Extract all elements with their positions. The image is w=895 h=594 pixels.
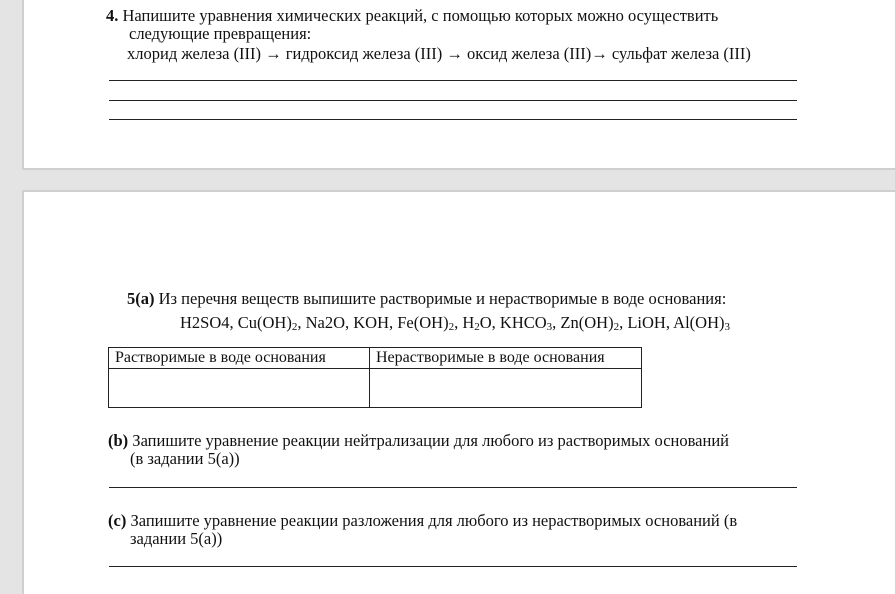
task-5a-label: 5(a): [127, 289, 155, 308]
formula-subscript: 2: [291, 321, 298, 333]
formula-text: , Zn(OH): [552, 313, 614, 332]
task-4-line-2: следующие превращения:: [129, 24, 312, 43]
answer-line[interactable]: [109, 119, 797, 120]
formula-text: H2SO4, Cu(OH): [180, 313, 292, 332]
answer-line[interactable]: [109, 80, 797, 81]
formula-text: , Na2O, KOH, Fe(OH): [297, 313, 449, 332]
answer-line[interactable]: [109, 566, 797, 567]
soluble-bases-answer-cell[interactable]: [109, 369, 370, 408]
answer-line[interactable]: [109, 100, 797, 101]
bases-table: [108, 347, 642, 408]
formula-text: O, KHCO: [479, 313, 547, 332]
insoluble-bases-header: Нерастворимые в воде основания: [370, 348, 642, 369]
formula-subscript: 2: [448, 321, 455, 333]
formula-subscript: 2: [613, 321, 620, 333]
task-5c-label: (c): [108, 511, 127, 530]
task-5b-heading: [108, 431, 729, 450]
task-5b-line-1: Запишите уравнение реакции нейтрализации для любого из растворимых оснований: [132, 431, 729, 450]
task-5c-heading: [108, 511, 737, 530]
substance-list: [180, 313, 730, 332]
task-5b-line-2: (в задании 5(a)): [130, 449, 240, 468]
task-4-heading: [106, 6, 718, 25]
soluble-bases-header: Растворимые в воде основания: [109, 348, 370, 369]
formula-text: , LiOH, Al(OH): [619, 313, 725, 332]
formula-subscript: 2: [474, 321, 480, 333]
task-4-line-1: Напишите уравнения химических реакций, с помощью которых можно осуществить: [122, 6, 719, 25]
worksheet-page-2: [22, 190, 895, 594]
worksheet-page-1: [22, 0, 895, 170]
formula-subscript: 3: [724, 321, 730, 333]
task-4-number: 4.: [106, 6, 119, 25]
task-5a-heading: [127, 289, 726, 308]
task-5a-text: Из перечня веществ выпишите растворимые и нерастворимые в воде основания:: [158, 289, 727, 308]
task-5c-line-2: задании 5(a)): [130, 529, 223, 548]
insoluble-bases-answer-cell[interactable]: [370, 369, 642, 408]
formula-text: , H: [454, 313, 475, 332]
task-4-chain: хлорид железа (III) → гидроксид железа (III) → оксид железа (III)→ сульфат железа (III): [127, 44, 751, 63]
answer-line[interactable]: [109, 487, 797, 488]
task-5b-label: (b): [108, 431, 129, 450]
formula-subscript: 3: [546, 321, 553, 333]
task-5c-line-1: Запишите уравнение реакции разложения для любого из нерастворимых оснований (в: [130, 511, 738, 530]
